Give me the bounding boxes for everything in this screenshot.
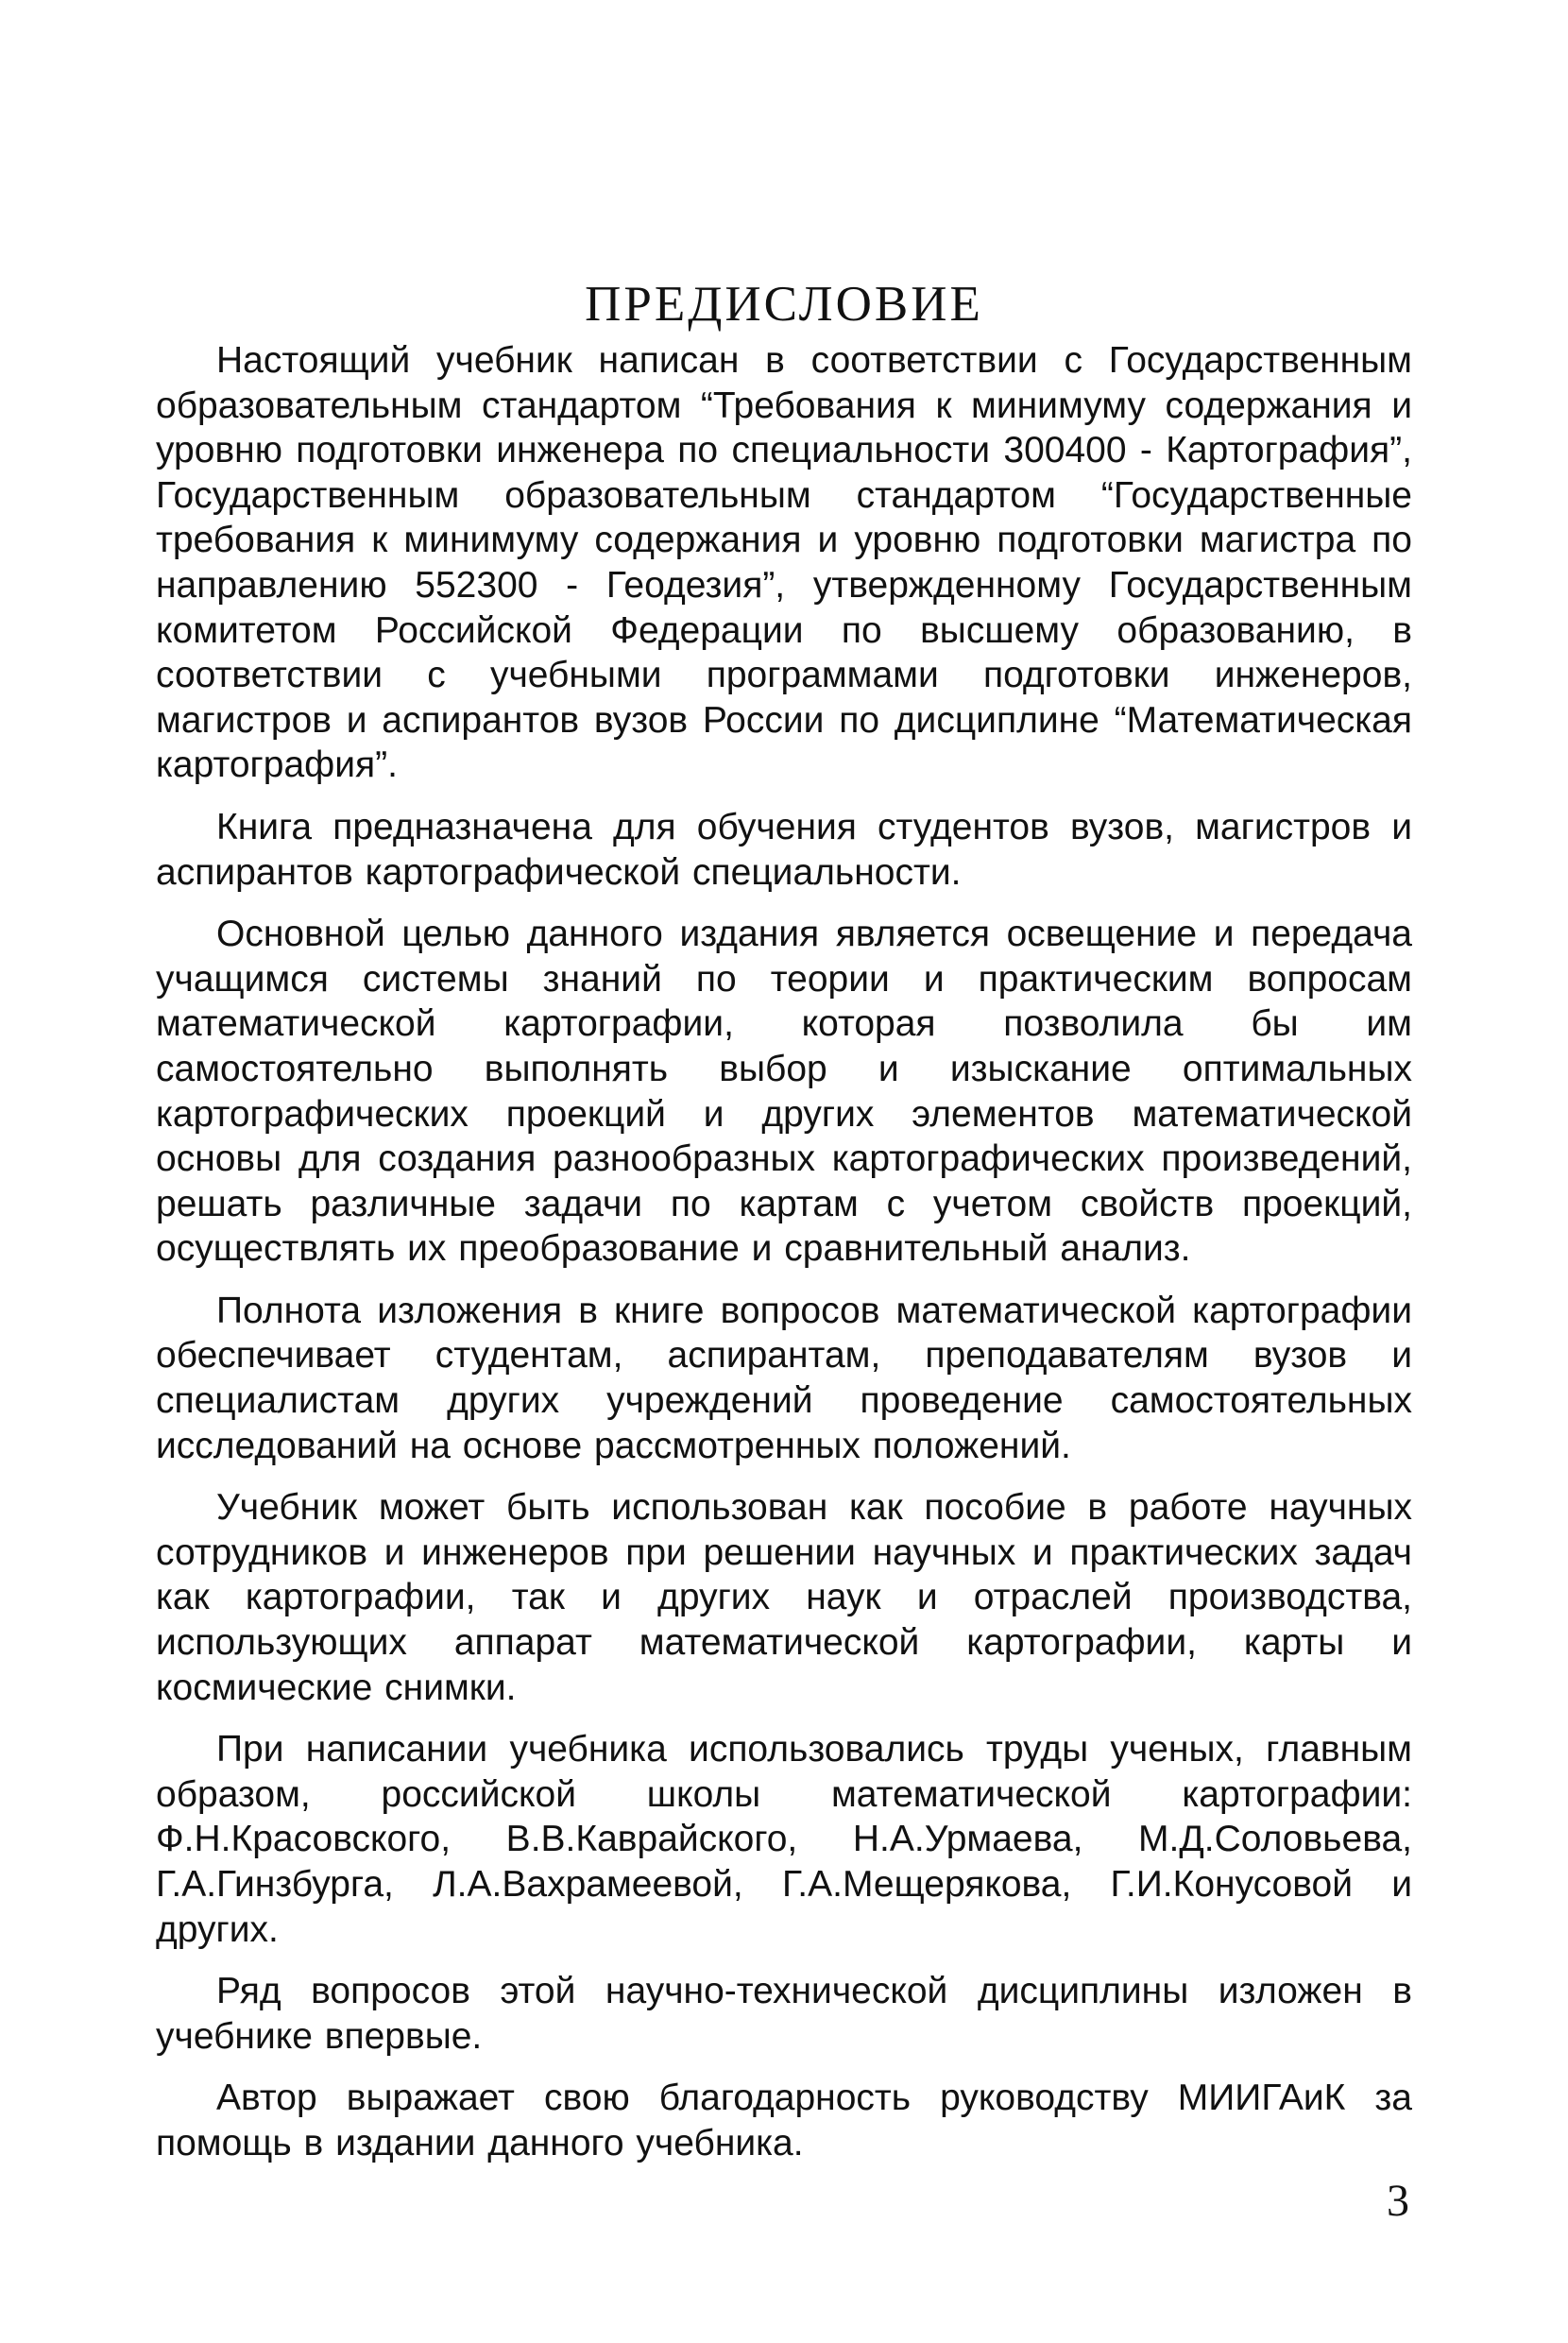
paragraph-completeness: Полнота изложения в книге вопросов математической картографии обеспечивает студентам, аспирантам, преподавателям вузов и специалистам других учреждений проведение самостоятельных исследований на основе рассмотренных положений.	[156, 1290, 1412, 1466]
paragraph-standards: Настоящий учебник написан в соответствии с Государственным образовательным стандартом “Требования к минимуму содержания и уровню подготовки инженера по специальности 300400 - Картография”, Государственным образовательным стандартом “Государственные требования к минимуму содержания и уровню подготовки магистра по направлению 552300 - Геодезия”, утвержденному Государственным комитетом Российской Федерации по высшему образованию, в соответствии с учебными программами подготовки инженеров, магистров и аспирантов вузов России по дисциплине “Математическая картография”.	[156, 340, 1412, 786]
preface-body	[156, 338, 1412, 2166]
paragraph-sources: При написании учебника использовались труды ученых, главным образом, российской школы математической картографии: Ф.Н.Красовского, В.В.Каврайского, Н.А.Урмаева, М.Д.Соловьева, Г.А.Гинзбурга, Л.А.Вахрамеевой, Г.А.Мещерякова, Г.И.Конусовой и других.	[156, 1729, 1412, 1950]
paragraph-novelty: Ряд вопросов этой научно-технической дисциплины изложен в учебнике впервые.	[156, 1971, 1412, 2057]
paragraph-goal: Основной целью данного издания является освещение и передача учащимся системы знаний по теории и практическим вопросам математической картографии, которая позволила бы им самостоятельно выполнять выбор и изыскание оптимальных картографических проекций и других элементов математической основы для создания разнообразных картографических произведений, решать различные задачи по картам с учетом свойств проекций, осуществлять их преобразование и сравнительный анализ.	[156, 914, 1412, 1270]
paragraph-acknowledgement: Автор выражает свою благодарность руководству МИИГАиК за помощь в издании данного учебника.	[156, 2078, 1412, 2163]
paragraph-audience: Книга предназначена для обучения студентов вузов, магистров и аспирантов картографической специальности.	[156, 806, 1412, 893]
page-number: 3	[1387, 2176, 1409, 2226]
page-title: ПРЕДИСЛОВИЕ	[585, 277, 983, 332]
paragraph-usage: Учебник может быть использован как пособие в работе научных сотрудников и инженеров при решении научных и практических задач как картографии, так и других наук и отраслей производства, использующих аппарат математической картографии, карты и космические снимки.	[156, 1487, 1412, 1708]
